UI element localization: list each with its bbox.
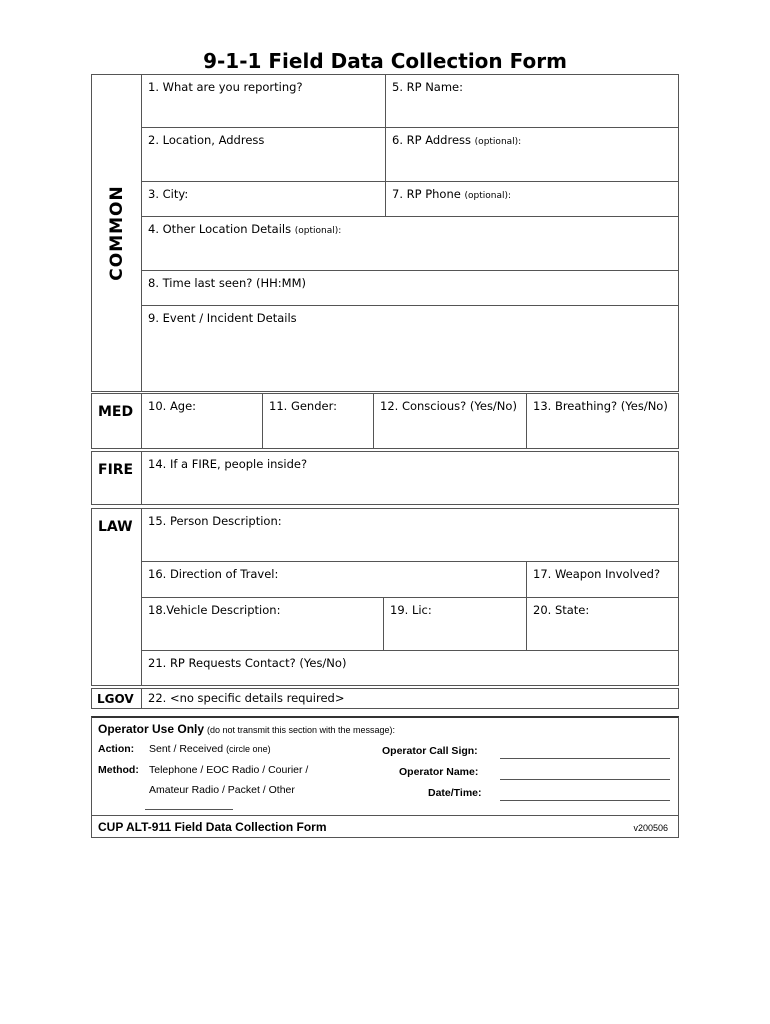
common-section	[91, 74, 679, 392]
operator-divider	[92, 815, 678, 816]
datetime-line[interactable]	[500, 800, 670, 801]
lgov-section	[91, 688, 679, 709]
method-label: Method:	[98, 764, 139, 776]
rp-name-field[interactable]	[386, 75, 679, 128]
lgov-section-label	[92, 689, 142, 708]
q7-label: 7. RP Phone (optional):	[392, 187, 512, 201]
law-label: LAW	[98, 519, 133, 535]
operator-name-label: Operator Name:	[399, 766, 479, 778]
fire-section-label	[92, 452, 142, 504]
rp-address-field[interactable]	[386, 128, 679, 182]
incident-details-field[interactable]	[142, 306, 679, 391]
q4-label: 4. Other Location Details (optional):	[148, 222, 342, 236]
other-location-field[interactable]	[142, 217, 679, 271]
footer-title: CUP ALT-911 Field Data Collection Form	[98, 820, 327, 834]
q15-label: 15. Person Description:	[148, 514, 282, 528]
datetime-label: Date/Time:	[428, 787, 482, 799]
operator-section	[91, 716, 679, 838]
method-line1[interactable]: Telephone / EOC Radio / Courier /	[149, 764, 309, 776]
q21-label: 21. RP Requests Contact? (Yes/No)	[148, 656, 347, 670]
q16-label: 16. Direction of Travel:	[148, 567, 279, 581]
rp-phone-field[interactable]	[386, 182, 679, 217]
q1-label: 1. What are you reporting?	[148, 80, 303, 94]
q20-label: 20. State:	[533, 603, 590, 617]
direction-travel-field[interactable]	[142, 562, 527, 598]
form-title: 9-1-1 Field Data Collection Form	[203, 49, 567, 73]
q2-label: 2. Location, Address	[148, 133, 265, 147]
operator-name-line[interactable]	[500, 779, 670, 780]
state-field[interactable]	[527, 598, 679, 651]
common-section-label	[92, 75, 142, 391]
city-field[interactable]	[142, 182, 386, 217]
what-reporting-field[interactable]	[142, 75, 386, 128]
q14-label: 14. If a FIRE, people inside?	[148, 457, 308, 471]
weapon-field[interactable]	[527, 562, 679, 598]
action-note: (circle one)	[226, 744, 271, 754]
fire-people-field[interactable]	[142, 452, 679, 504]
age-field[interactable]	[142, 394, 263, 448]
operator-heading-row	[98, 722, 395, 736]
q9-label: 9. Event / Incident Details	[148, 311, 297, 325]
time-last-seen-field[interactable]	[142, 271, 679, 306]
gender-field[interactable]	[263, 394, 374, 448]
fire-section	[91, 451, 679, 505]
med-section-label	[92, 394, 142, 448]
q17-label: 17. Weapon Involved?	[533, 567, 661, 581]
rp-contact-field[interactable]	[142, 651, 679, 685]
med-section	[91, 393, 679, 449]
law-section-label	[92, 509, 142, 685]
q5-label: 5. RP Name:	[392, 80, 464, 94]
operator-heading: Operator Use Only	[98, 722, 205, 736]
operator-heading-note: (do not transmit this section with the message):	[206, 725, 396, 735]
action-label: Action:	[98, 743, 135, 755]
q22-label: 22. <no specific details required>	[148, 691, 345, 705]
conscious-field[interactable]	[374, 394, 527, 448]
person-description-field[interactable]	[142, 509, 679, 562]
q19-label: 19. Lic:	[390, 603, 432, 617]
action-value: Sent / Received	[149, 743, 224, 755]
call-sign-label: Operator Call Sign:	[382, 745, 478, 757]
law-section	[91, 508, 679, 686]
q12-label: 12. Conscious? (Yes/No)	[380, 399, 517, 413]
lgov-field[interactable]	[142, 689, 679, 708]
location-address-field[interactable]	[142, 128, 386, 182]
breathing-field[interactable]	[527, 394, 679, 448]
q6-label: 6. RP Address (optional):	[392, 133, 522, 147]
method-other-line[interactable]	[145, 809, 233, 810]
q18-label: 18.Vehicle Description:	[148, 603, 281, 617]
common-label: COMMON	[107, 185, 127, 281]
q10-label: 10. Age:	[148, 399, 197, 413]
lgov-label: LGOV	[97, 692, 134, 706]
q8-label: 8. Time last seen? (HH:MM)	[148, 276, 307, 290]
method-line2[interactable]: Amateur Radio / Packet / Other	[149, 784, 295, 796]
lic-field[interactable]	[384, 598, 527, 651]
version-label: v200506	[633, 823, 668, 833]
call-sign-line[interactable]	[500, 758, 670, 759]
q11-label: 11. Gender:	[269, 399, 337, 413]
fire-label: FIRE	[98, 462, 134, 478]
action-value-row[interactable]	[149, 743, 271, 755]
q13-label: 13. Breathing? (Yes/No)	[533, 399, 668, 413]
med-label: MED	[98, 404, 134, 420]
vehicle-description-field[interactable]	[142, 598, 384, 651]
q3-label: 3. City:	[148, 187, 189, 201]
